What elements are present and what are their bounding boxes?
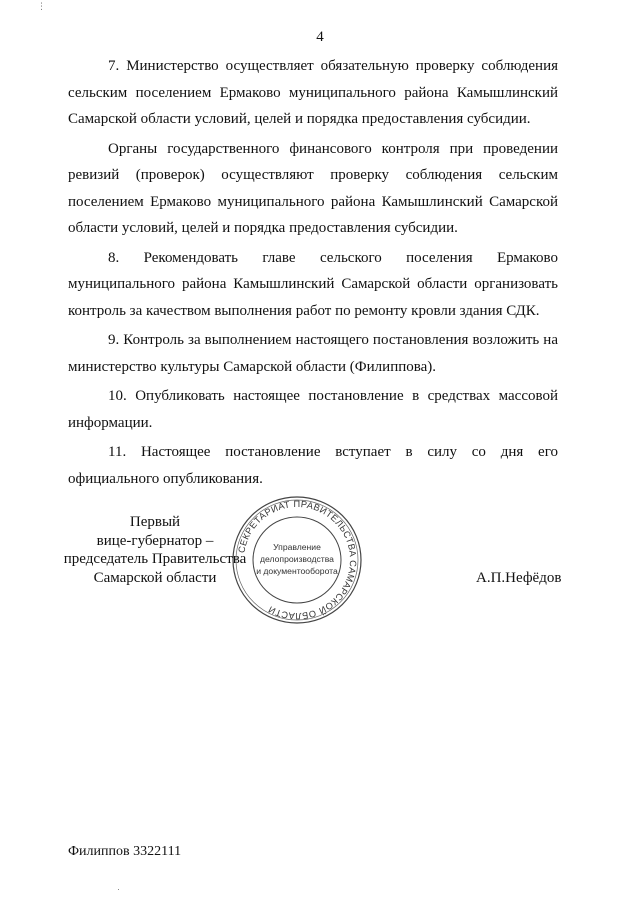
paragraph-7-continued: Органы государственного финансового контроля при проведении ревизий (проверок) осуществляют проверку соблюдения сельским поселением Ермаково муниципального района Камышлинский Самарской области условий, целей и порядка предоставления субсидии.	[68, 140, 558, 237]
stamp-inner-line: делопроизводства	[260, 554, 334, 564]
paragraph-11: 11. Настоящее постановление вступает в силу со дня его официального опубликования.	[68, 444, 558, 487]
position-line: Первый	[129, 514, 181, 530]
signatory-position	[60, 513, 250, 587]
paragraph-8: 8. Рекомендовать главе сельского поселения Ермаково муниципального района Камышлинский Самарской области организовать контроль за качеством выполнения работ по ремонту кровли здания СДК.	[68, 249, 558, 319]
page-number: 4	[316, 29, 324, 45]
paragraph-9: 9. Контроль за выполнением настоящего постановления возложить на министерство культуры Самарской области (Филиппова).	[68, 332, 558, 375]
executor-contact: Филиппов 3322111	[68, 844, 182, 859]
paragraph-10: 10. Опубликовать настоящее постановление в средствах массовой информации.	[68, 388, 558, 431]
scan-speck	[118, 889, 119, 890]
paragraph-7: 7. Министерство осуществляет обязательную проверку соблюдения сельским поселением Ермаково муниципального района Камышлинский Самарской области условий, целей и порядка предоставления субсидии.	[68, 58, 558, 128]
scan-corner-mark: ⋮	[37, 2, 46, 12]
position-line: Самарской области	[93, 569, 217, 586]
stamp-inner-line: и документооборота	[256, 566, 338, 576]
position-line: председатель Правительства	[63, 551, 247, 567]
document-body	[68, 53, 558, 492]
position-line: вице-губернатор –	[96, 532, 214, 549]
signer-name: А.П.Нефёдов	[476, 570, 562, 586]
stamp-outer-text: СЕКРЕТАРИАТ ПРАВИТЕЛЬСТВА САМАРСКОЙ ОБЛАСТИ	[236, 498, 359, 622]
official-stamp	[230, 494, 364, 626]
stamp-inner-line: Управление	[273, 542, 321, 552]
